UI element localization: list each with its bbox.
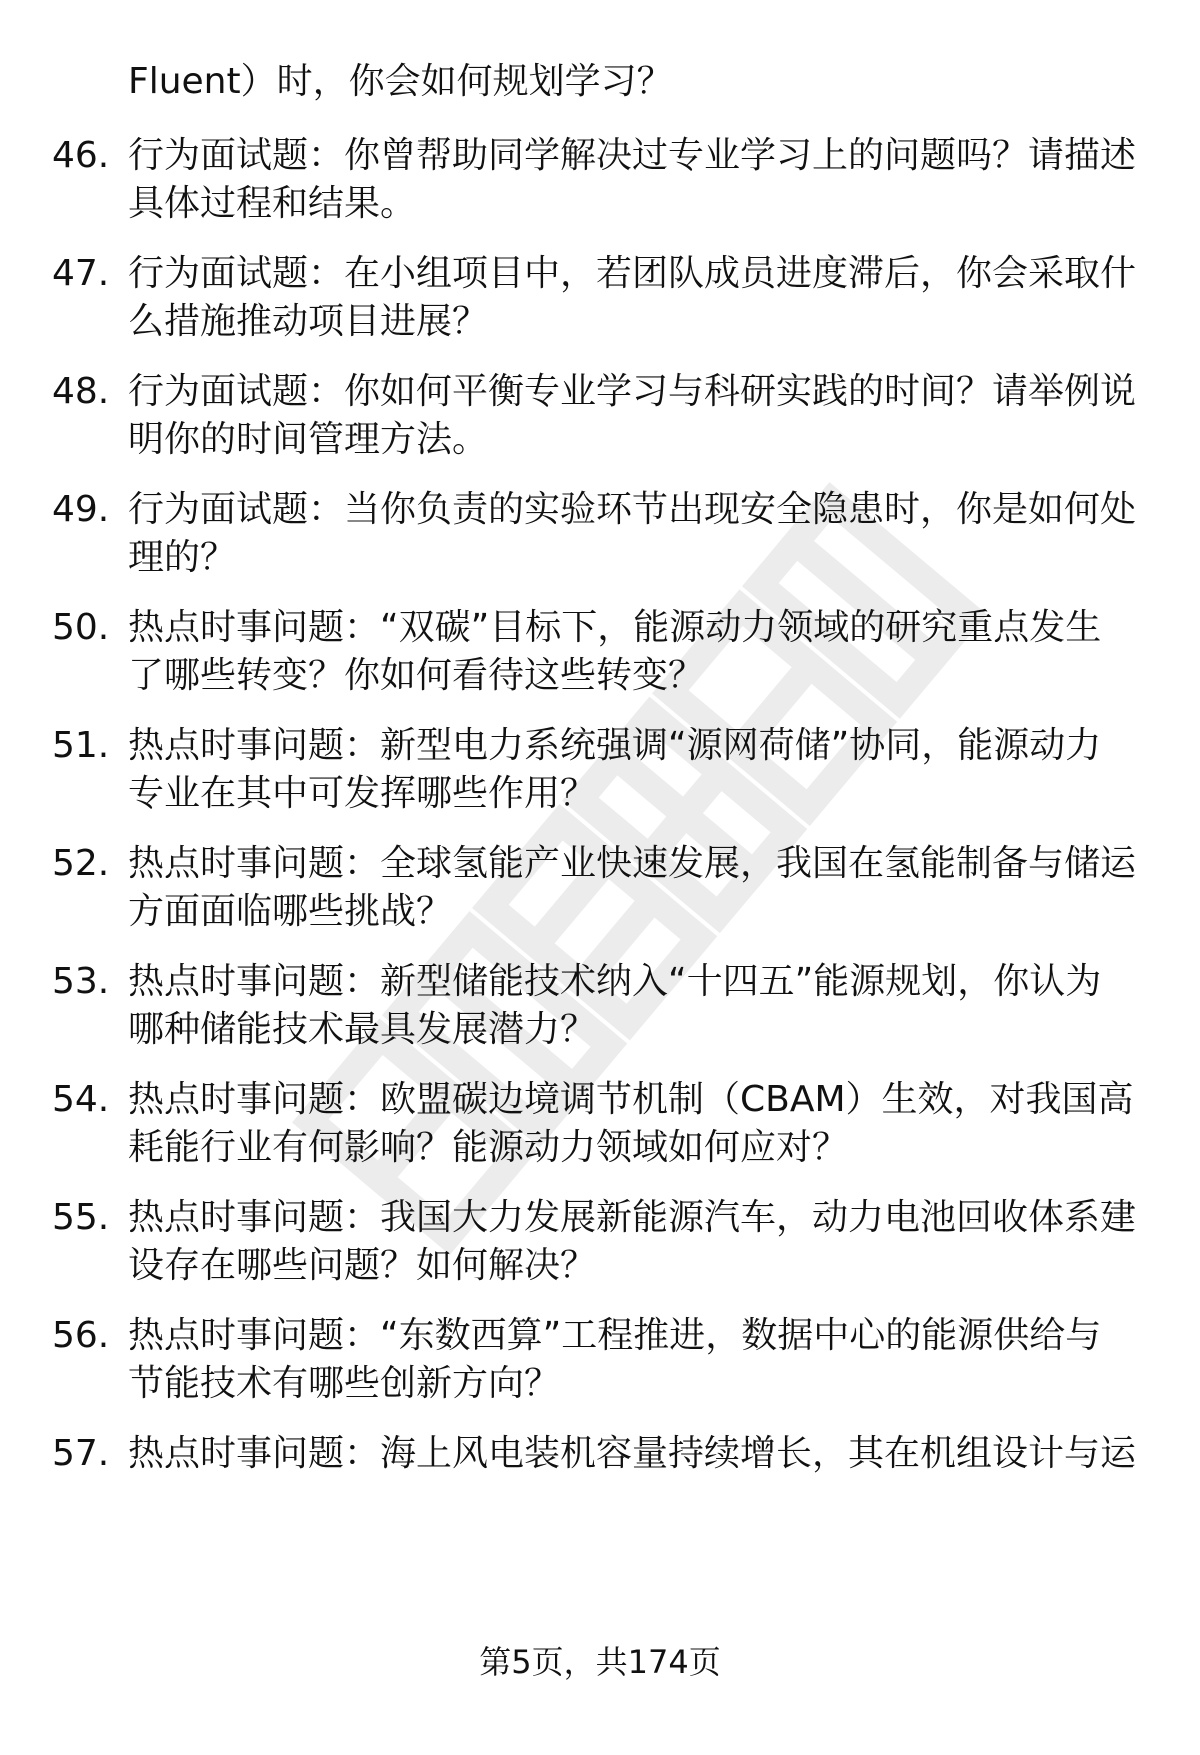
item-number: 54. [52,1079,110,1120]
item-text-line: 具体过程和结果。 [128,183,417,224]
item-text-line: 热点时事问题：“双碳”目标下，能源动力领域的研究重点发生 [128,607,1102,648]
item-text-line: 哪种储能技术最具发展潜力？ [128,1009,597,1050]
item-text-line: 热点时事问题：我国大力发展新能源汽车，动力电池回收体系建 [128,1197,1137,1238]
item-number: 53. [52,961,110,1002]
item-text-line: 理的？ [128,537,237,578]
item-text [128,486,1138,582]
item-text-line: 行为面试题：当你负责的实验环节出现安全隐患时，你是如何处 [128,489,1137,530]
item-number: 46. [52,135,110,176]
item-number: 51. [52,725,110,766]
item-text-line: 热点时事问题：“东数西算”工程推进，数据中心的能源供给与 [128,1315,1102,1356]
item-text-line: 热点时事问题：海上风电装机容量持续增长，其在机组设计与运 [128,1433,1137,1474]
item-text [128,840,1138,936]
item-text-line: 耗能行业有何影响？能源动力领域如何应对？ [128,1127,849,1168]
item-text [128,604,1138,700]
item-text-line: 热点时事问题：新型电力系统强调“源网荷储”协同，能源动力 [128,725,1102,766]
item-text-line: 行为面试题：你曾帮助同学解决过专业学习上的问题吗？请描述 [128,135,1137,176]
item-number: 49. [52,489,110,530]
item-text [128,722,1138,818]
item-text-line: 节能技术有哪些创新方向？ [128,1363,561,1404]
item-text-line: 方面面临哪些挑战？ [128,891,453,932]
item-text [128,368,1138,464]
item-number: 52. [52,843,110,884]
item-text [128,132,1138,228]
item-number: 55. [52,1197,110,1238]
item-number: 47. [52,253,110,294]
item-number: 56. [52,1315,110,1356]
item-text-line: 专业在其中可发挥哪些作用？ [128,773,597,814]
item-text-line: 么措施推动项目进展？ [128,301,489,342]
item-text-line: 设存在哪些问题？如何解决？ [128,1245,597,1286]
item-text-line: 行为面试题：在小组项目中，若团队成员进度滞后，你会采取什 [128,253,1137,294]
item-text [128,1430,1138,1478]
item-text-line: 热点时事问题：新型储能技术纳入“十四五”能源规划，你认为 [128,961,1102,1002]
item-text [128,958,1138,1054]
item-text-line: 行为面试题：你如何平衡专业学习与科研实践的时间？请举例说 [128,371,1137,412]
item-text [128,1076,1138,1172]
continuation-line: Fluent）时，你会如何规划学习？ [128,61,673,102]
item-number: 57. [52,1433,110,1474]
item-text [128,250,1138,346]
page-footer: 第5页，共174页 [479,1643,721,1681]
item-text [128,1312,1138,1408]
item-number: 50. [52,607,110,648]
item-text [128,1194,1138,1290]
item-text-line: 热点时事问题：欧盟碳边境调节机制（CBAM）生效，对我国高 [128,1079,1134,1120]
item-text-line: 热点时事问题：全球氢能产业快速发展，我国在氢能制备与储运 [128,843,1137,884]
item-text-line: 明你的时间管理方法。 [128,419,489,460]
item-number: 48. [52,371,110,412]
item-text-line: 了哪些转变？你如何看待这些转变？ [128,655,705,696]
